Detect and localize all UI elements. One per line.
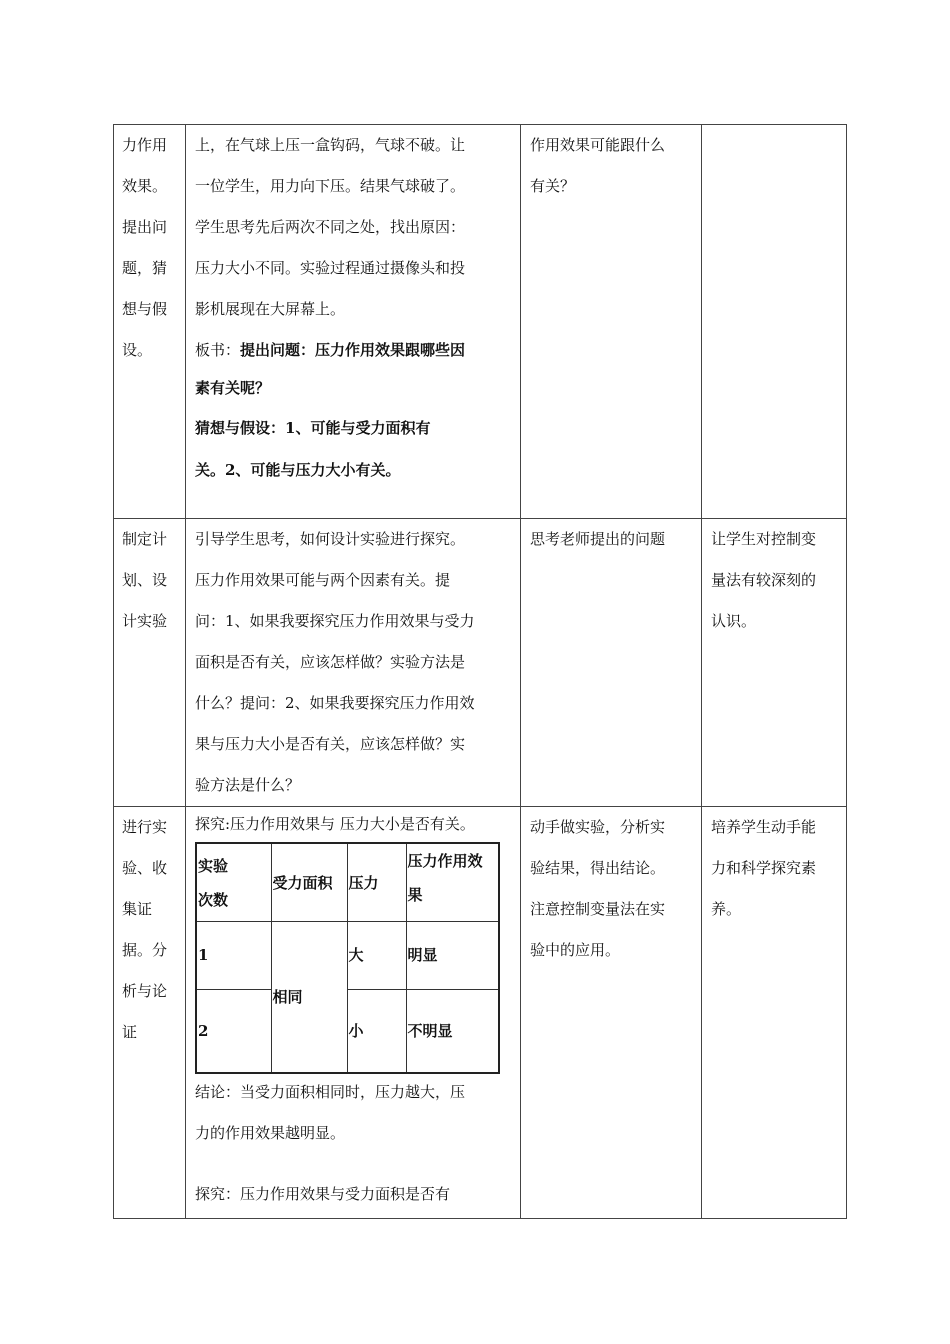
stage-line: 设。 [122, 341, 153, 359]
student-line: 验中的应用。 [530, 941, 621, 959]
next-experiment-line: 探究：压力作用效果与受力面积是否有 [195, 1185, 451, 1203]
stage-line: 据。分 [122, 941, 168, 959]
stage-line: 析与论 [122, 982, 168, 1000]
teacher-line: 验方法是什么？ [195, 776, 301, 794]
lesson-plan-table [113, 124, 847, 1219]
student-line: 验结果，得出结论。 [530, 859, 666, 877]
trial-cell: 1 [196, 921, 271, 989]
stage-line: 证 [122, 1023, 138, 1041]
teacher-activity-cell [186, 519, 521, 807]
stage-cell [114, 807, 186, 1219]
intent-line: 让学生对控制变 [711, 530, 817, 548]
effect-cell: 不明显 [406, 989, 499, 1073]
effect-cell: 明显 [406, 921, 499, 989]
teacher-line: 压力大小不同。实验过程通过摄像头和投 [195, 259, 466, 277]
area-cell: 相同 [271, 921, 347, 1073]
header-text: 实验 [198, 857, 229, 875]
header-text: 压力 [348, 874, 379, 892]
teacher-line: 问：1、如果我要探究压力作用效果与受力 [195, 612, 475, 630]
design-intent-cell [702, 125, 847, 519]
stage-line: 效果。 [122, 177, 168, 195]
header-effect [406, 843, 499, 921]
experiment-header-row [196, 843, 499, 921]
stage-line: 制定计 [122, 530, 168, 548]
design-intent-cell [702, 519, 847, 807]
hypothesis-line: 关。2、可能与压力大小有关。 [195, 461, 401, 479]
force-cell: 小 [347, 989, 406, 1073]
teacher-line: 一位学生，用力向下压。结果气球破了。 [195, 177, 466, 195]
student-activity-cell [521, 519, 702, 807]
student-line: 动手做实验，分析实 [530, 818, 666, 836]
student-activity-cell [521, 807, 702, 1219]
stage-line: 计实验 [122, 612, 168, 630]
stage-cell [114, 125, 186, 519]
force-cell: 大 [347, 921, 406, 989]
header-text: 次数 [198, 891, 229, 909]
header-text: 压力作用效 [407, 852, 483, 870]
student-line: 作用效果可能跟什么 [530, 136, 666, 154]
stage-line: 想与假 [122, 300, 168, 318]
teacher-line: 压力作用效果可能与两个因素有关。提 [195, 571, 451, 589]
header-trial [196, 843, 271, 921]
stage-line: 题，猜 [122, 259, 168, 277]
intent-line: 培养学生动手能 [711, 818, 817, 836]
teacher-line: 果与压力大小是否有关，应该怎样做？实 [195, 735, 466, 753]
student-line: 有关？ [530, 177, 576, 195]
board-question: 提出问题：压力作用效果跟哪些因 [240, 341, 466, 359]
experiment-row [196, 921, 499, 989]
table-row [114, 125, 847, 519]
stage-line: 提出问 [122, 218, 168, 236]
board-line [195, 330, 511, 368]
header-text: 受力面积 [272, 874, 333, 892]
board-question-cont: 素有关呢？ [195, 379, 271, 397]
student-line: 注意控制变量法在实 [530, 900, 666, 918]
teacher-line: 学生思考先后两次不同之处，找出原因： [195, 218, 466, 236]
intent-line: 力和科学探究素 [711, 859, 817, 877]
spacer [195, 1154, 511, 1174]
teacher-line: 面积是否有关，应该怎样做？实验方法是 [195, 653, 466, 671]
intent-line: 养。 [711, 900, 742, 918]
conclusion-line: 力的作用效果越明显。 [195, 1124, 346, 1142]
stage-line: 划、设 [122, 571, 168, 589]
experiment-row [196, 989, 499, 1073]
teacher-activity-cell [186, 807, 521, 1219]
stage-line: 进行实 [122, 818, 168, 836]
intent-line: 量法有较深刻的 [711, 571, 817, 589]
design-intent-cell [702, 807, 847, 1219]
teacher-line: 引导学生思考，如何设计实验进行探究。 [195, 530, 466, 548]
stage-cell [114, 519, 186, 807]
student-line: 思考老师提出的问题 [530, 530, 666, 548]
teacher-line: 上，在气球上压一盒钩码，气球不破。让 [195, 136, 466, 154]
stage-line: 验、收 [122, 859, 168, 877]
board-label: 板书： [195, 341, 241, 359]
stage-line: 力作用 [122, 136, 168, 154]
hypothesis-line: 猜想与假设：1、可能与受力面积有 [195, 419, 431, 437]
header-force [347, 843, 406, 921]
teacher-line: 什么？提问：2、如果我要探究压力作用效 [195, 694, 475, 712]
experiment-table [195, 842, 500, 1074]
teacher-activity-cell [186, 125, 521, 519]
trial-cell: 2 [196, 989, 271, 1073]
stage-line: 集证 [122, 900, 153, 918]
conclusion-line: 结论：当受力面积相同时，压力越大，压 [195, 1083, 466, 1101]
table-row [114, 807, 847, 1219]
table-row [114, 519, 847, 807]
experiment-intro: 探究:压力作用效果与 压力大小是否有关。 [195, 815, 475, 833]
header-area [271, 843, 347, 921]
student-activity-cell [521, 125, 702, 519]
intent-line: 认识。 [711, 612, 757, 630]
header-text: 果 [407, 886, 423, 904]
teacher-line: 影机展现在大屏幕上。 [195, 300, 346, 318]
